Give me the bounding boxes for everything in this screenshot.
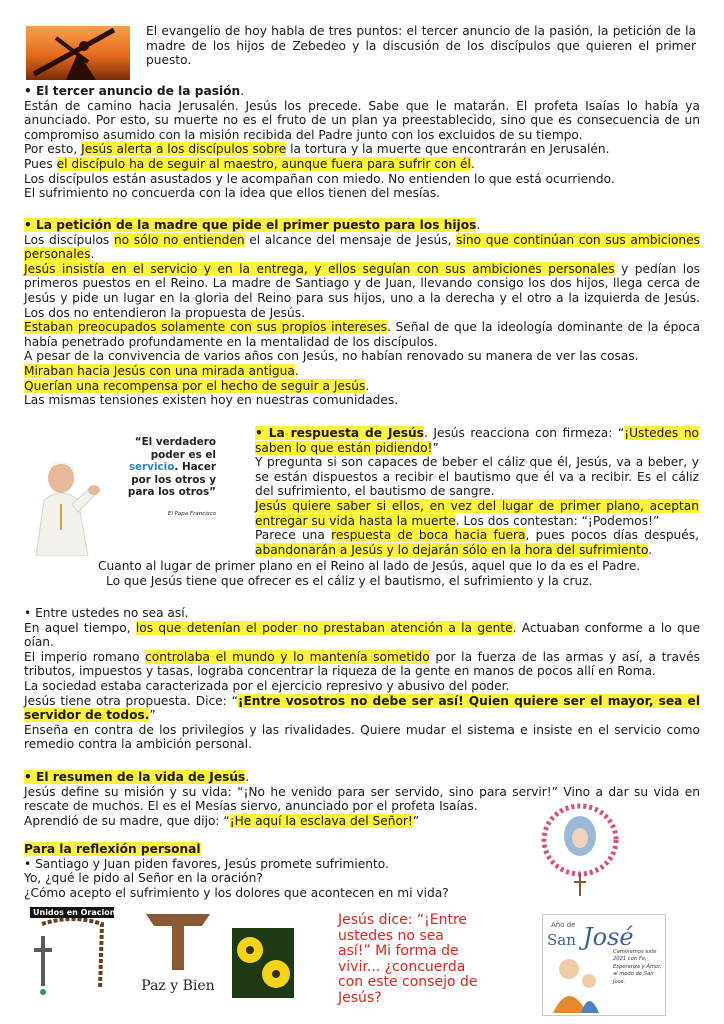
reflection-line: • Santiago y Juan piden favores, Jesús promete sufrimiento. <box>24 856 389 871</box>
section-title: • El resumen de la vida de Jesús. <box>24 770 250 784</box>
section-response <box>255 426 699 557</box>
jose-label: José <box>583 923 634 951</box>
paragraph: En aquel tiempo, los que detenían el poder no prestaban atención a la gente. Actuaban conforme a lo que oían. <box>24 620 700 650</box>
paz-y-bien-label: Paz y Bien <box>141 978 215 994</box>
pope-figure-icon <box>26 434 126 556</box>
section-title: • La petición de la madre que pide el primer puesto para los hijos. <box>24 218 481 232</box>
section-not-so <box>24 606 700 752</box>
paragraph: Y pregunta si son capaces de beber el cáliz que él, Jesús, va a beber, y se están dispuestos a recibir el bautismo que él va a recibir. Es el cáliz del sufrimiento, el bautismo de sangre. <box>255 455 699 499</box>
section-title: Para la reflexión personal <box>24 842 201 856</box>
paragraph: Pues el discípulo ha de seguir al maestro, aunque fuera para sufrir con él. <box>24 156 475 171</box>
paragraph: Lo que Jesús tiene que ofrecer es el cáliz y el bautismo, el sufrimiento y la cruz. <box>106 574 593 588</box>
section-passion <box>24 84 700 201</box>
mary-rosary-image <box>534 800 626 900</box>
crucifix-rosary-icon <box>30 918 114 998</box>
tau-cross-image <box>138 910 218 1002</box>
paragraph: • La respuesta de Jesús. Jesús reacciona con firmeza: “¡Ustedes no saben lo que están pidiendo!” <box>255 426 699 455</box>
rosary-icon <box>534 800 626 900</box>
unidos-oracion-image <box>30 907 114 1001</box>
paragraph: Miraban hacia Jesús con una mirada antigua. <box>24 363 299 378</box>
yellow-flowers-image <box>232 928 294 998</box>
cross-silhouette-icon <box>26 26 130 80</box>
paragraph: Aprendió de su madre, que dijo: “¡He aquí la esclava del Señor!” <box>24 813 420 828</box>
pope-quote-image <box>26 434 218 556</box>
unidos-label: Unidos en Oracion <box>30 907 114 918</box>
paragraph: Jesús define su misión y su vida: “¡No he venido para ser servido, sino para servir!” Vino a dar su vida en rescate de muchos. El es el Mesías siervo, anunciado por el profeta Isaías. <box>24 784 700 814</box>
paragraph: Están de camino hacia Jerusalén. Jesús los precede. Sabe que le matarán. El profeta Isaías lo había ya anunciado. Por esto, su muerte no es el fruto de un plan ya preestablecido, sino que es consecuencia de un compromiso asumido con la misión recibida del Padre junto con los excluidos de su tiempo. <box>24 98 700 142</box>
paragraph: Jesús quiere saber si ellos, en vez del lugar de primer plano, aceptan entregar su vida hasta la muerte. Los dos contestan: “¡Podemos!” <box>255 498 699 528</box>
paragraph: Los discípulos están asustados y le acompañan con miedo. No entienden lo que está ocurriendo. <box>24 171 615 186</box>
section-title: • Entre ustedes no sea así. <box>24 606 189 620</box>
san-label: San <box>547 931 576 949</box>
reflection-line: ¿Cómo acepto el sufrimiento y los dolores que acontecen en mi vida? <box>24 885 449 900</box>
tau-cross-icon <box>138 910 218 974</box>
flower-icon <box>232 928 294 998</box>
paragraph: Por esto, Jesús alerta a los discípulos sobre la tortura y la muerte que encontrarán en Jerusalén. <box>24 142 610 157</box>
section-petition <box>24 218 700 408</box>
section-reflection <box>24 842 524 900</box>
pope-signature: El Papa Francisco <box>167 510 216 517</box>
paragraph: A pesar de la convivencia de varios años con Jesús, no habían renovado su manera de ver las cosas. <box>24 349 639 364</box>
paragraph: Parece una respuesta de boca hacia fuera, pues pocos días después, abandonarán a Jesús y lo dejarán sólo en la hora del sufrimiento. <box>255 528 700 557</box>
paragraph: Jesús tiene otra propuesta. Dice: “¡Entre vosotros no debe ser así! Quien quiere ser el mayor, sea el servidor de todos.” <box>24 693 700 723</box>
reflection-line: Yo, ¿qué le pido al Señor en la oración? <box>24 871 263 886</box>
header-cross-image <box>26 26 130 80</box>
paragraph: Las mismas tensiones existen hoy en nuestras comunidades. <box>24 393 399 408</box>
paragraph: Estaban preocupados solamente con sus propios intereses. Señal de que la ideología dominante de la época había penetrado profundamente en la mentalidad de los discípulos. <box>24 320 700 349</box>
paragraph: Los discípulos no sólo no entienden el alcance del mensaje de Jesús, sino que continúan con sus ambiciones personales. <box>24 232 700 262</box>
paragraph: La sociedad estaba caracterizada por el ejercicio represivo y abusivo del poder. <box>24 678 510 693</box>
ano-de-label: Año de <box>551 921 576 929</box>
saint-joseph-child-icon <box>545 955 615 1015</box>
section-title: • El tercer anuncio de la pasión. <box>24 84 245 98</box>
paragraph: Jesús insistía en el servicio y en la entrega, y ellos seguían con sus ambiciones personales y pedían los primeros puestos en el Reino. La madre de Santiago y de Juan, llevando consigo los dos hijos, llega cerca de Jesús y pide un lugar en la gloria del Reino para sus hijos, uno a la derecha y el otro a la izquierda de Jesús. Los dos no entendieron la propuesta de Jesús. <box>24 261 701 320</box>
paragraph: El imperio romano controlaba el mundo y lo mantenía sometido por la fuerza de las armas y así, a través tributos, impuestos y tasas, lograba concentrar la riqueza de la gente en manos de pocos allí en Roma. <box>24 649 700 679</box>
paragraph: Enseña en contra de los privilegios y las rivalidades. Quiere mudar el sistema e insiste en el servicio como remedio contra la ambición personal. <box>24 722 700 752</box>
jose-text: Caminemos este 2021 con Fe, Esperanza y Amor, al modo de San José. <box>613 949 662 985</box>
red-caption: Jesús dice: “¡Entre ustedes no sea así!” Mi forma de vivir... ¿concuerda con este consejo de Jesús? <box>338 912 478 1006</box>
paragraph: Querían una recompensa por el hecho de seguir a Jesús. <box>24 378 370 393</box>
san-jose-card <box>542 914 666 1016</box>
paragraph: El sufrimiento no concuerda con la idea que ellos tienen del mesías. <box>24 186 441 201</box>
paragraph: Cuanto al lugar de primer plano en el Reino al lado de Jesús, aquel que lo da es el Padre. <box>98 559 641 573</box>
pope-quote: “El verdadero poder es el servicio. Hacer por los otros y para los otros” El Papa Francisco <box>116 436 216 518</box>
intro-text: El evangelio de hoy habla de tres puntos: el tercer anuncio de la pasión, la petición de la madre de los hijos de Zebedeo y la discusión de los discípulos que quieren el primer puesto. <box>146 24 696 68</box>
